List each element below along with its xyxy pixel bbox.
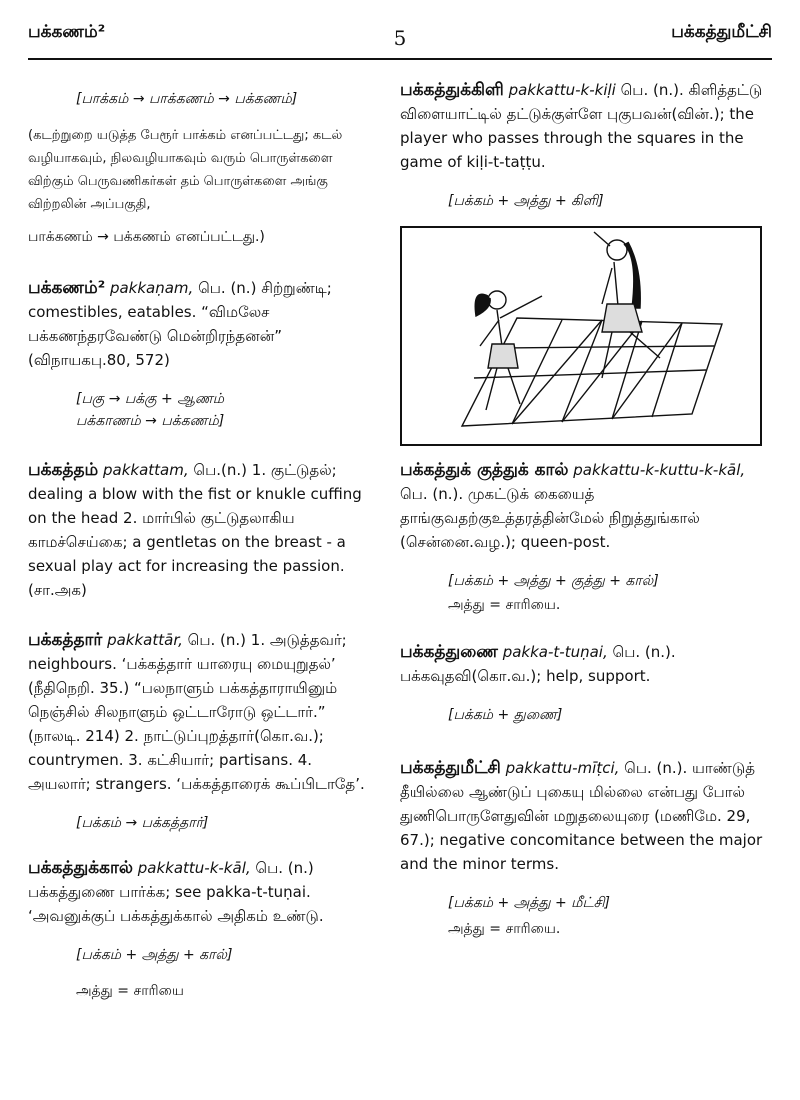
definition: பெ. (n.) பக்கத்துணை பார்க்க; see pakka-t-tuṇai. ‘அவனுக்குப் பக்கத்துக்கால் அதிகம் உண்டு. (28, 859, 324, 925)
etymology: [பக்கம் + துணை] (448, 707, 563, 723)
transliteration: pakkattu-k-kuttu-k-kāl, (573, 461, 746, 479)
dictionary-entry (400, 78, 772, 174)
headword: பக்கத்துக்கிளி (400, 80, 504, 100)
grid-line (512, 320, 562, 424)
etymology: [பக்கம் → பக்கத்தார்] (76, 815, 209, 831)
transliteration: pakkattu-k-kāl, (137, 859, 251, 877)
transliteration: pakkattu-mīṭci, (505, 759, 620, 777)
headword: பக்கத்துக்கால் (28, 858, 133, 878)
left-column (28, 78, 378, 1002)
dictionary-entry (28, 628, 378, 796)
grid-line (612, 321, 642, 419)
note: பாக்கணம் → பக்கணம் எனப்பட்டது.) (28, 229, 265, 245)
headword: பக்கத்துமீட்சி (400, 758, 501, 778)
note: (கடற்றுறை யடுத்த பேரூர் பாக்கம் எனப்பட்டது; கடல் வழியாகவும், நிலவழியாகவும் வரும் பொருள்களை விற்கும் பெருவணிகர்கள் தம் பொருள்களை அங்கு விற்றலின் அப்பகுதி, (28, 128, 343, 212)
etymology-note: அத்து = சாரியை (76, 983, 184, 999)
headword: பக்கத்தம் (28, 460, 99, 480)
definition: பெ.(n.) 1. குட்டுதல்; dealing a blow with the fist or knukle cuffing on the head 2. மார்பில் குட்டுதலாகிய காமச்செய்கை; a gentletas on the breast - a sexual play act for increasing the passion. (சா.அக) (28, 461, 362, 599)
grid-line (497, 346, 714, 348)
headword: பக்கத்துணை (400, 642, 498, 662)
transliteration: pakkaṇam, (109, 279, 194, 297)
definition: பெ. (n.) 1. அடுத்தவர்; neighbours. ‘பக்கத்தார் யாரையு மையுறுதல்’ (நீதிநெறி. 35.) “பலநாளும் பக்கத்தாராயினும் நெஞ்சில் சிலநாளும் ஒட்டாரோடு ஒட்டார்.” (நாலடி. 214) 2. நாட்டுப்புறத்தார்(கொ.வ.); countrymen. 3. கட்சியார்; partisans. 4. அயலார்; strangers. ‘பக்கத்தாரைக் கூப்பிடாதே’. (28, 631, 365, 793)
header-rule (28, 58, 772, 60)
game-illustration (402, 228, 760, 444)
dictionary-entry (28, 276, 378, 372)
dictionary-entry (400, 640, 772, 688)
grid-line (562, 321, 642, 422)
etymology: [பாக்கம் → பாக்கணம் → பக்கணம்] (76, 91, 298, 107)
definition: பெ. (n.). பக்கவுதவி(கொ.வ.); help, support. (400, 643, 676, 685)
definition: பெ. (n.). யாண்டுத் தீயில்லை ஆண்டுப் புகையு மில்லை என்பது போல் துணிபொருளேதுவின் மறுதலையுரை (மணிமே. 29, 67.); negative concomitance between the major and the minor terms. (400, 759, 763, 873)
grid-line (512, 320, 602, 424)
definition: பெ. (n.). முகட்டுக் கையைத் தாங்குவதற்குஉத்தரத்தின்மேல் நிறுத்துங்கால் (சென்னை.வழ.); queen-post. (400, 485, 700, 551)
header-left-guideword: பக்கணம்² (28, 22, 106, 42)
transliteration: pakkattār, (107, 631, 183, 649)
girl-figure-left (475, 291, 542, 410)
definition: பெ. (n.) சிற்றுண்டி; comestibles, eatables. “விமலேச பக்கணந்தரவேண்டு மென்றிரந்தனன்” (விநாயகபு.80, 572) (28, 279, 332, 369)
etymology-line: [பகு → பக்கு + ஆணம் (76, 391, 225, 407)
headword: பக்கத்தார் (28, 630, 103, 650)
etymology-note: அத்து = சாரியை. (448, 921, 561, 937)
etymology: [பக்கம் + அத்து + மீட்சி] (448, 895, 611, 911)
kili-thattu-illustration (400, 226, 762, 446)
etymology-note: அத்து = சாரியை. (448, 597, 561, 613)
dictionary-entry (400, 756, 772, 876)
transliteration: pakkattu-k-kiḷi (508, 81, 616, 99)
etymology: [பக்கம் + அத்து + கிளி] (448, 193, 604, 209)
transliteration: pakka-t-tuṇai, (502, 643, 608, 661)
dictionary-entry (28, 856, 378, 928)
etymology-line: பக்காணம் → பக்கணம்] (76, 413, 225, 429)
headword: பக்கணம்² (28, 278, 106, 298)
dictionary-entry (400, 458, 772, 554)
definition: பெ. (n.). கிளித்தட்டு விளையாட்டில் தட்டுக்குள்ளே புகுபவன்(வின்.); the player who passes through the squares in the game of kiḷi-t-taṭṭu. (400, 81, 763, 171)
headword: பக்கத்துக் குத்துக் கால் (400, 460, 569, 480)
etymology (76, 388, 378, 432)
grid-line (562, 320, 602, 422)
girl-figure-right (594, 232, 660, 378)
etymology: [பக்கம் + அத்து + கால்] (76, 947, 233, 963)
dictionary-entry (28, 458, 378, 602)
etymology: [பக்கம் + அத்து + குத்து + கால்] (448, 573, 659, 589)
right-column (400, 78, 772, 940)
transliteration: pakkattam, (103, 461, 189, 479)
page-header (28, 22, 772, 56)
header-right-guideword: பக்கத்துமீட்சி (671, 22, 772, 42)
page-number: 5 (393, 26, 407, 50)
grid-line (652, 323, 682, 417)
